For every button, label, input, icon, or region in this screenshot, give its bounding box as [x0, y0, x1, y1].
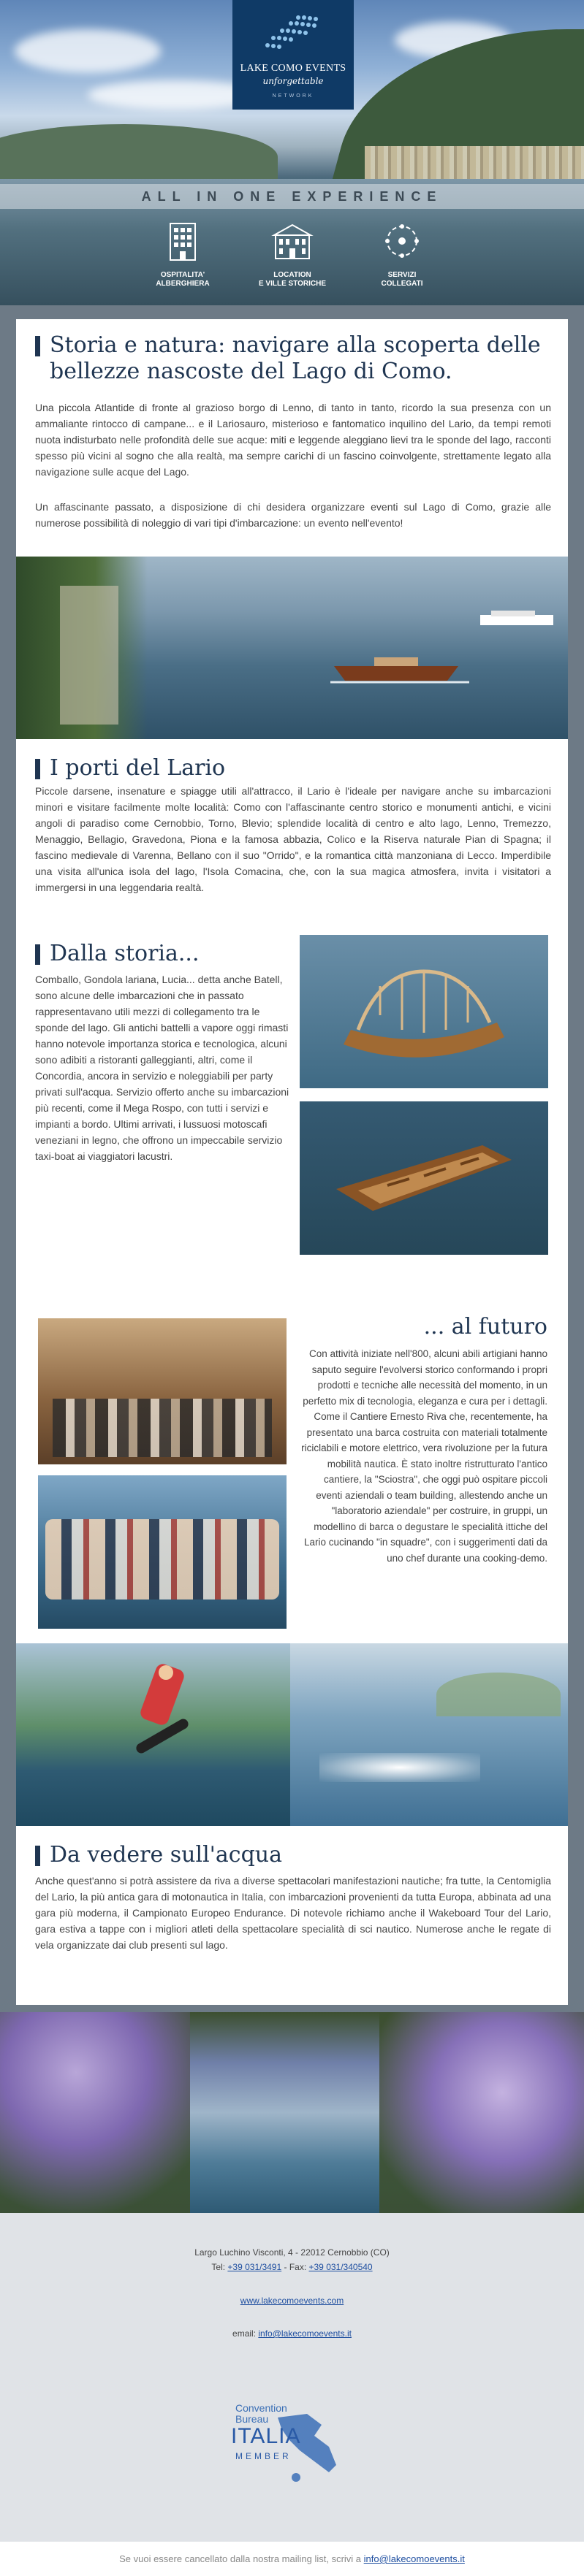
wooden-boat-photo	[300, 1101, 548, 1255]
audience-crowd	[53, 1399, 272, 1457]
footer	[0, 2213, 584, 2542]
service-location-label-2: E VILLE STORICHE	[258, 280, 327, 288]
people-group	[45, 1519, 279, 1600]
service-related-label-1: SERVIZI	[387, 271, 417, 279]
service-related[interactable]	[362, 219, 442, 288]
wisteria-left	[0, 2012, 190, 2213]
wakeboard-jump-photo	[16, 1643, 290, 1826]
cloud	[15, 29, 161, 73]
intro-section	[16, 319, 568, 557]
services-row	[0, 219, 584, 301]
cb-italia: ITALIA	[231, 2424, 301, 2448]
unsubscribe-email-link[interactable]: info@lakecomoevents.it	[363, 2553, 465, 2564]
shore-hills	[436, 1673, 561, 1716]
services-circle-icon	[376, 219, 428, 264]
future-title: ... al futuro	[423, 1314, 547, 1339]
phone-prefix: Tel:	[211, 2262, 228, 2272]
footer-website	[0, 2296, 584, 2306]
gondola-photo	[300, 935, 548, 1088]
intro-paragraph-1: Una piccola Atlantide di fronte al grazioso borgo di Lenno, di tanto in tanto, ricordo la sua presenza con un ammaliante rintocco di campane... e il Lariosauro, misterioso e fantomatico inquilino del Lario, da tempi remoti nuota indisturbato nelle profondità delle sue acque: miti e leggende aleggiano lievi tra le sponde del lago, racconti spesso più vicini al sogno che alla realtà, ma sempre carichi di un fascino coinvolgente, strettamente legato alla navigazione sulle acque del Lago.	[35, 402, 551, 478]
future-paragraph: Con attività iniziate nell'800, alcuni abili artigiani hanno saputo seguire l'evolversi storico conformando i propri prodotti e tecniche alle necessità del momento, in un perfetto mix di tecnologia, eleganza e cura per i dettagli. Come il Cantiere Ernesto Riva che, recentemente, ha presentato una barca costruita con materiali totalmente riciclabili e motore elettrico, vera rivoluzione per la futura mobilità nautica. È stato inoltre ristrutturato l'antico cantiere, la "Sciostra", che oggi può ospitare piccoli eventi aziendali o team building, allestendo anche un "laboratorio aziendale" per costruire, in gruppi, un modellino di barca o degustare le specialità ittiche del Lario cucinando "in squadre", con i suggerimenti dati da uno chef durante una cooking-demo.	[301, 1348, 547, 1564]
unsubscribe-text: Se vuoi essere cancellato dalla nostra mailing list, scrivi a	[119, 2553, 364, 2564]
hotel-icon	[157, 219, 208, 264]
fax-prefix: - Fax:	[281, 2262, 309, 2272]
history-paragraph: Comballo, Gondola lariana, Lucia... detta anche Batell, sono alcune delle imbarcazioni che in passato rappresentavano utili mezzi di collegamento tra le sponde del lago. Gli antichi battelli a vapore oggi rimasti hanno notevole importanza storica e tecnologica, alcuni sono adibiti a ristoranti galleggianti, altri, come il Concordia, ancora in servizio e noleggiabili per party privati sull'acqua. Servizio offerto anche su imbarcazioni più recenti, come il Mega Rospo, con tutti i servizi e impianti a bordo. Ultimi arrivati, i lussuosi motoscafi veneziani in legno, che offrono un impeccabile servizio taxi-boat ai viaggiatori lacustri.	[35, 974, 289, 1162]
website-link[interactable]: www.lakecomoevents.com	[240, 2296, 344, 2306]
title-bar	[35, 944, 40, 965]
service-location-label-1: LOCATION	[273, 271, 311, 279]
service-hotel[interactable]	[143, 219, 223, 288]
service-location[interactable]	[252, 219, 333, 288]
logo-tagline: unforgettable	[262, 76, 324, 86]
history-section	[16, 898, 568, 1304]
workshop-event-photo	[38, 1318, 287, 1464]
ferry-icon	[477, 608, 557, 630]
lakeside-town	[365, 146, 584, 183]
motorboat-icon	[330, 644, 469, 688]
email-link[interactable]: info@lakecomoevents.it	[258, 2328, 352, 2339]
service-hotel-label-1: OSPITALITA'	[160, 271, 205, 279]
wooden-boat-icon	[329, 1131, 519, 1226]
intro-title: Storia e natura: navigare alla scoperta delle bellezze nascoste del Lago di Como.	[35, 332, 547, 385]
lake-como-events-logo[interactable]	[232, 0, 354, 110]
watch-title: Da vedere sull'acqua	[35, 1842, 547, 1868]
history-title: Dalla storia...	[35, 941, 298, 967]
wisteria-right	[379, 2012, 584, 2213]
water-spray	[319, 1753, 480, 1782]
ports-title: I porti del Lario	[35, 755, 547, 781]
wisteria-lake-photo	[0, 2012, 584, 2213]
ports-paragraph: Piccole darsene, insenature e spiagge utili all'attracco, il Lario è l'ideale per navigare anche su imbarcazioni minori e visitare facilmente molte località: Como con l'affascinante centro storico e monumenti antichi, e vicini angoli di paradiso come Cernobbio, Torno, Blevio; splendide località di centro e alto lago, Lenno, Tremezzo, Menaggio, Bellagio, Gravedona, Piona e la famosa abbazia, Colico e la Riserva naturale Pian di Spagna; il fascino medievale di Varenna, Bellano con il suo "Orrido", e la romantica città manzoniana di Lecco. Imperdibile una visita all'unica isola del lago, l'Isola Comacina, che, con la sua magica atmosfera, invita i visitatori a immergersi in una leggendaria realtà.	[35, 785, 551, 893]
lake-boat-photo	[16, 557, 568, 739]
intro-paragraph-2: Un affascinante passato, a disposizione di chi desidera organizzare eventi sul Lago di Como, grazie alle numerose possibilità di noleggio di vari tipi d'imbarcazione: un evento nell'evento!	[35, 501, 551, 529]
gondola-boat-icon	[329, 957, 519, 1074]
footer-phone-line	[0, 2262, 584, 2272]
title-bar	[35, 759, 40, 779]
email-prefix: email:	[232, 2328, 259, 2339]
ports-section	[16, 739, 568, 898]
cb-bureau: Bureau	[235, 2413, 269, 2425]
watch-paragraph: Anche quest'anno si potrà assistere da riva a diverse spettacolari manifestazioni nautiche; fra tutte, la Centomiglia del Lario, la più antica gara di motonautica in Italia, con imbarcazioni provenienti da tutta Europa, abbinata ad una gara più moderna, il Campionato Europeo Endurance. Di notevole richiamo anche il Wakeboard Tour del Lario, gara estiva a tappe con i migliori atleti della spettacolare specialità di sci nautico. Numerose anche le regate di vela organizzate dai club presenti sul lago.	[35, 1875, 551, 1951]
logo-title: LAKE COMO EVENTS	[240, 63, 346, 74]
logo-network: NETWORK	[272, 93, 314, 99]
all-in-one-tagline: ALL IN ONE EXPERIENCE	[0, 184, 584, 209]
service-hotel-label-2: ALBERGHIERA	[156, 280, 210, 288]
watch-section	[16, 1826, 568, 2005]
phone-link[interactable]: +39 031/3491	[227, 2262, 282, 2272]
cb-member: MEMBER	[235, 2451, 292, 2461]
balustrade	[60, 586, 118, 725]
fax-link[interactable]: +39 031/340540	[308, 2262, 373, 2272]
team-boat-photo	[38, 1475, 287, 1629]
cb-convention: Convention	[235, 2402, 287, 2414]
footer-email	[0, 2328, 584, 2339]
title-bar	[35, 1846, 40, 1866]
wakeboarder-icon	[126, 1658, 199, 1767]
villa-icon	[267, 219, 318, 264]
footer-address: Largo Luchino Visconti, 4 - 22012 Cernobbio (CO)	[194, 2247, 390, 2258]
wakeboard-spray-photo	[290, 1643, 568, 1826]
unsubscribe-line	[0, 2542, 584, 2576]
service-related-label-2: COLLEGATI	[381, 280, 423, 288]
title-bar	[35, 336, 40, 356]
header-hero-image	[0, 0, 584, 305]
logo-dots-icon	[254, 12, 332, 57]
future-section	[16, 1304, 568, 1643]
convention-bureau-logo[interactable]	[227, 2396, 358, 2491]
